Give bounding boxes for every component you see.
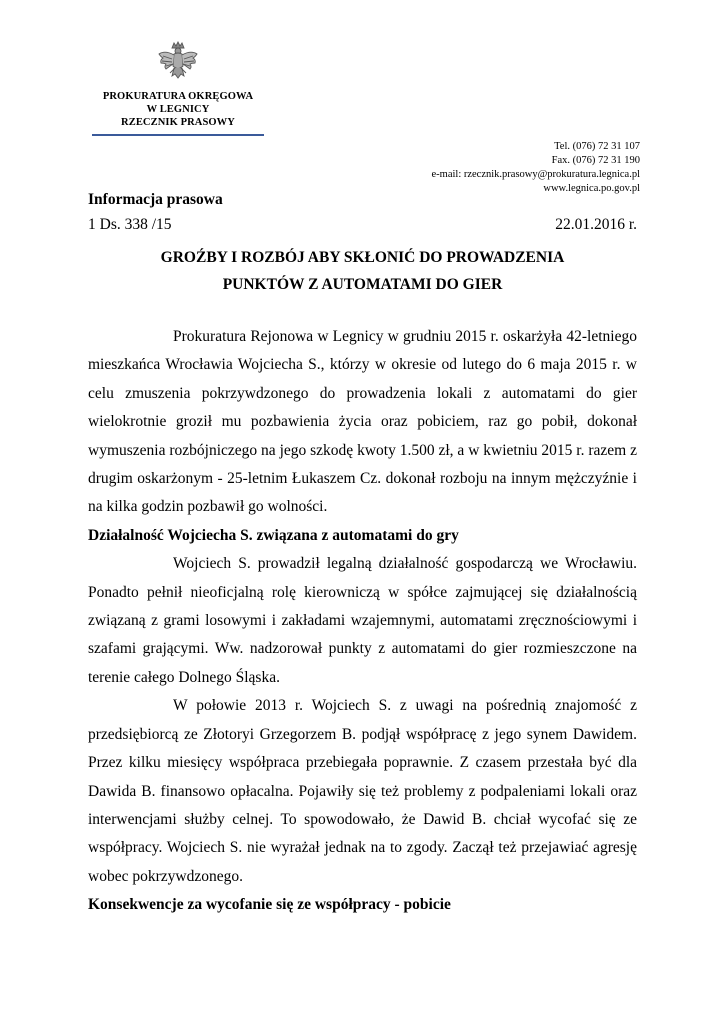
contact-email[interactable]: e-mail: rzecznik.prasowy@prokuratura.legnica.pl (431, 169, 640, 180)
document-label: Informacja prasowa (88, 191, 223, 208)
office-name-line1: PROKURATURA OKRĘGOWA (102, 91, 254, 102)
office-name (88, 90, 268, 129)
section-heading-1: Działalność Wojciecha S. związana z automatami do gry (88, 526, 459, 544)
title-line2: PUNKTÓW Z AUTOMATAMI DO GIER (222, 276, 503, 293)
contact-website[interactable]: www.legnica.po.gov.pl (543, 183, 640, 194)
office-name-line3: RZECZNIK PRASOWY (121, 117, 235, 128)
paragraph-1: Prokuratura Rejonowa w Legnicy w grudniu 2015 r. oskarżyła 42-letniego mieszkańca Wrocławia Wojciecha S., którzy w okresie od lutego do 6 maja 2015 r. w celu zmuszenia pokrzywdzonego do prowadzenia lokali z automatami do gier wielokrotnie groził mu pozbawienia życia oraz pobiciem, raz go pobił, dokonał wymuszenia rozbójniczego na jego szkodę kwoty 1.500 zł, a w kwietniu 2015 r. razem z drugim oskarżonym - 25-letnim Łukaszem Cz. dokonał rozboju na innym mężczyźnie i na kilka godzin pozbawił go wolności. (88, 328, 637, 516)
polish-eagle-emblem-icon (155, 40, 201, 86)
letterhead (88, 40, 268, 129)
contact-fax: Fax. (076) 72 31 190 (551, 155, 640, 166)
document-title (88, 244, 637, 298)
document-body (88, 323, 637, 920)
office-name-line2: W LEGNICY (146, 104, 210, 115)
case-number: 1 Ds. 338 /15 (88, 216, 172, 233)
contact-phone: Tel. (076) 72 31 107 (554, 141, 640, 152)
document-date: 22.01.2016 r. (555, 216, 637, 233)
paragraph-2: Wojciech S. prowadził legalną działalność gospodarczą we Wrocławiu. Ponadto pełnił nieoficjalną rolę kierowniczą w spółce zajmującej się działalnością związaną z grami losowymi i zakładami wzajemnymi, automatami zręcznościowymi i szafami grającymi. Ww. nadzorował punkty z automatami do gier rozmieszczone na terenie całego Dolnego Śląska. (88, 555, 637, 686)
header-divider (92, 134, 264, 136)
contact-info (432, 140, 641, 196)
case-line (88, 216, 637, 234)
title-line1: GROŹBY I ROZBÓJ ABY SKŁONIĆ DO PROWADZENIA (160, 249, 565, 266)
section-heading-2: Konsekwencje za wycofanie się ze współpracy - pobicie (88, 896, 451, 914)
paragraph-3: W połowie 2013 r. Wojciech S. z uwagi na pośrednią znajomość z przedsiębiorcą ze Złotoryi Grzegorzem B. podjął współpracę z jego synem Dawidem. Przez kilku miesięcy współpraca przebiegała poprawnie. Z czasem przestała być dla Dawida B. finansowo opłacalna. Pojawiły się też problemy z podpaleniami lokali oraz interwencjami służby celnej. To spowodowało, że Dawid B. chciał wycofać się ze współpracy. Wojciech S. nie wyrażał jednak na to zgody. Zaczął też przejawiać agresję wobec pokrzywdzonego. (88, 697, 637, 885)
